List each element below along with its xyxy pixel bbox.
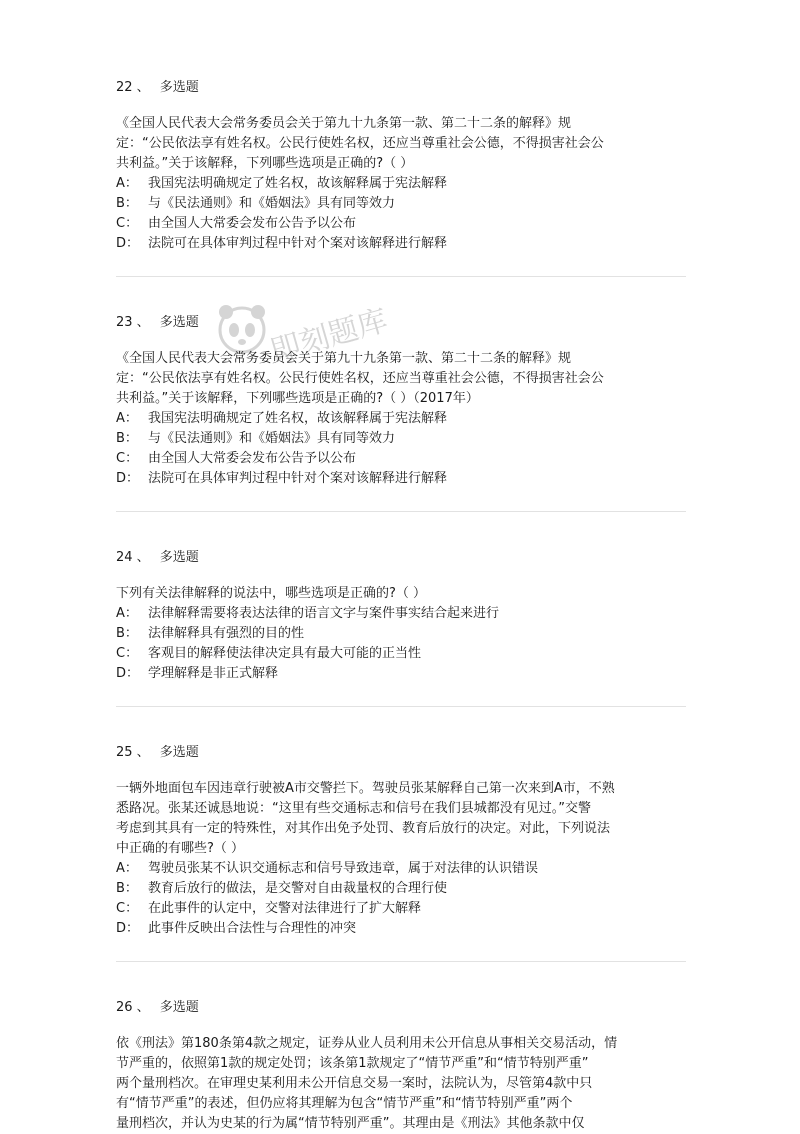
question-number: 26 、 (116, 1000, 150, 1015)
option-text: 法院可在具体审判过程中针对个案对该解释进行解释 (148, 471, 448, 486)
option-text: 学理解释是非正式解释 (148, 666, 279, 681)
option-letter: D： (116, 666, 140, 681)
option-letter: D： (116, 471, 140, 486)
option-letter: C： (116, 646, 139, 661)
option-text: 由全国人大常委会发布公告予以公布 (148, 451, 357, 466)
question-header (116, 998, 686, 1018)
watermark-text: 即刻题库 (266, 302, 392, 370)
question-block (116, 313, 686, 489)
option-letter: D： (116, 236, 140, 251)
option-text: 教育后放行的做法，是交警对自由裁量权的合理行使 (148, 881, 448, 896)
question-type: 多选题 (159, 745, 199, 760)
question-number: 22 、 (116, 80, 150, 95)
question-divider (116, 706, 686, 707)
option-letter: B： (116, 626, 138, 641)
option-letter: C： (116, 216, 139, 231)
option-text: 由全国人大常委会发布公告予以公布 (148, 216, 357, 231)
question-stem: 《全国人民代表大会常务委员会关于第九十九条第一款、第二十二条的解释》规 定：“公民依法享有姓名权。公民行使姓名权，还应当尊重社会公德，不得损害社会公 共利益。”关于该解释，下列哪些选项是正确的?（ ） (116, 116, 604, 171)
answer-option (116, 234, 686, 254)
question-header (116, 313, 686, 333)
answer-option (116, 899, 686, 919)
answer-option (116, 194, 686, 214)
answer-option (116, 174, 686, 194)
question-number: 23 、 (116, 315, 150, 330)
option-letter: A： (116, 861, 138, 876)
question-stem: 一辆外地面包车因违章行驶被A市交警拦下。驾驶员张某解释自己第一次来到A市，不熟 悉路况。张某还诚恳地说：“这里有些交通标志和信号在我们县城都没有见过。”交警 考虑到其具有一定的特殊性，对其作出免予处罚、教育后放行的决定。对此，下列说法 中正确的有哪些?（ ） (116, 781, 615, 856)
option-text: 与《民法通则》和《婚姻法》具有同等效力 (148, 196, 396, 211)
question-type: 多选题 (159, 550, 199, 565)
answer-option (116, 859, 686, 879)
option-text: 我国宪法明确规定了姓名权，故该解释属于宪法解释 (148, 176, 448, 191)
question-stem: 《全国人民代表大会常务委员会关于第九十九条第一款、第二十二条的解释》规 定：“公民依法享有姓名权。公民行使姓名权，还应当尊重社会公德，不得损害社会公 共利益。”关于该解释，下列哪些选项是正确的?（ ）（2017年） (116, 351, 604, 406)
option-letter: A： (116, 606, 138, 621)
answer-option (116, 469, 686, 489)
option-letter: B： (116, 881, 138, 896)
question-number: 25 、 (116, 745, 150, 760)
question-header (116, 548, 686, 568)
answer-option (116, 449, 686, 469)
question-divider (116, 511, 686, 512)
answer-option (116, 879, 686, 899)
question-block (116, 743, 686, 939)
answer-option (116, 214, 686, 234)
answer-option (116, 409, 686, 429)
answer-option (116, 604, 686, 624)
question-header (116, 743, 686, 763)
option-text: 法律解释具有强烈的目的性 (148, 626, 305, 641)
answer-option (116, 624, 686, 644)
question-type: 多选题 (159, 1000, 199, 1015)
question-block (116, 998, 686, 1134)
question-block (116, 548, 686, 684)
option-letter: A： (116, 176, 138, 191)
option-letter: D： (116, 921, 140, 936)
option-text: 法律解释需要将表达法律的语言文字与案件事实结合起来进行 (148, 606, 500, 621)
option-text: 法院可在具体审判过程中针对个案对该解释进行解释 (148, 236, 448, 251)
question-stem: 依《刑法》第180条第4款之规定，证券从业人员利用未公开信息从事相关交易活动，情 节严重的，依照第1款的规定处罚；该条第1款规定了“情节严重”和“情节特别严重” 两个量刑档次。在审理史某利用未公开信息交易一案时，法院认为，尽管第4款中只 有“情节严重”的表述，但仍应将其理解为包含“情节严重”和“情节特别严重”两个 量刑档次，并认为史某的行为属“情节特别严重”。其理由是《刑法》其他条款中仅 (116, 1036, 618, 1131)
answer-option (116, 429, 686, 449)
option-letter: A： (116, 411, 138, 426)
question-block (116, 78, 686, 254)
answer-option (116, 644, 686, 664)
option-text: 我国宪法明确规定了姓名权，故该解释属于宪法解释 (148, 411, 448, 426)
option-text: 此事件反映出合法性与合理性的冲突 (148, 921, 357, 936)
question-stem: 下列有关法律解释的说法中，哪些选项是正确的?（ ） (116, 586, 427, 601)
question-divider (116, 961, 686, 962)
option-letter: C： (116, 451, 139, 466)
answer-option (116, 919, 686, 939)
question-list (116, 78, 686, 1134)
option-text: 客观目的解释使法律决定具有最大可能的正当性 (148, 646, 422, 661)
option-letter: C： (116, 901, 139, 916)
option-letter: B： (116, 431, 138, 446)
option-text: 驾驶员张某不认识交通标志和信号导致违章，属于对法律的认识错误 (148, 861, 539, 876)
option-text: 与《民法通则》和《婚姻法》具有同等效力 (148, 431, 396, 446)
question-divider (116, 276, 686, 277)
answer-option (116, 664, 686, 684)
question-type: 多选题 (159, 315, 199, 330)
question-number: 24 、 (116, 550, 150, 565)
option-letter: B： (116, 196, 138, 211)
question-header (116, 78, 686, 98)
option-text: 在此事件的认定中，交警对法律进行了扩大解释 (148, 901, 422, 916)
question-type: 多选题 (159, 80, 199, 95)
